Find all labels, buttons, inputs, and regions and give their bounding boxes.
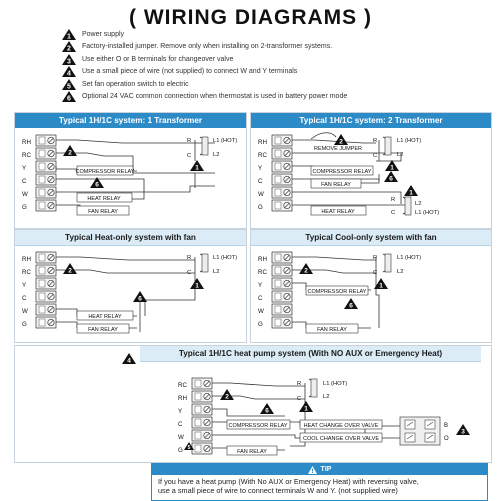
svg-text:COOL CHANGE OVER VALVE: COOL CHANGE OVER VALVE [302, 436, 380, 442]
svg-text:R: R [187, 138, 192, 144]
badge-6-icon [384, 171, 398, 183]
terminal-label: RH [22, 139, 31, 146]
panel-title: Typical Heat-only system with fan [15, 230, 246, 246]
terminal-slot [39, 150, 45, 157]
svg-text:L1 (HOT): L1 (HOT) [213, 255, 238, 261]
note-power-supply [62, 28, 492, 41]
terminal-slot [39, 267, 45, 274]
terminal-slot [39, 137, 45, 144]
note-jumper [62, 41, 492, 54]
tip-header [152, 464, 487, 475]
svg-text:C: C [373, 270, 378, 276]
svg-text:6: 6 [67, 95, 71, 103]
svg-text:2: 2 [67, 45, 71, 53]
terminal-label: RC [258, 269, 267, 276]
badge-1-icon [190, 278, 204, 290]
terminal-label: RH [178, 395, 187, 402]
svg-text:1: 1 [195, 282, 199, 290]
svg-text:6: 6 [138, 295, 142, 303]
terminal-slot [195, 380, 201, 387]
tip-box [151, 463, 488, 501]
svg-text:1: 1 [304, 405, 308, 413]
svg-text:3: 3 [461, 428, 465, 436]
terminal-slot [195, 419, 201, 426]
note-text: Optional 24 VAC common connection when thermostat is used in battery power mode [82, 93, 348, 101]
svg-text:2: 2 [339, 138, 343, 146]
svg-text:L1 (HOT): L1 (HOT) [415, 210, 440, 216]
terminal-slot [195, 432, 201, 439]
terminal-slot [275, 293, 281, 300]
svg-text:COMPRESSOR RELAY: COMPRESSOR RELAY [228, 423, 288, 429]
panel-1h1c-2-transformer [250, 112, 492, 229]
svg-text:2: 2 [304, 267, 308, 275]
svg-text:3: 3 [67, 58, 71, 66]
terminal-label: Y [178, 408, 183, 415]
svg-text:L2: L2 [397, 269, 404, 275]
svg-text:2: 2 [68, 149, 72, 157]
wiring-diagram-p3 [15, 230, 246, 342]
svg-text:5: 5 [67, 83, 71, 91]
terminal-slot [275, 306, 281, 313]
terminal-label: Y [258, 165, 263, 172]
panel-heat-only-fan [14, 229, 247, 343]
svg-text:L1 (HOT): L1 (HOT) [213, 138, 238, 144]
terminal-slot [39, 163, 45, 170]
svg-text:C: C [373, 153, 378, 159]
svg-text:L2: L2 [213, 269, 220, 275]
page-title: ( WIRING DIAGRAMS ) [129, 6, 372, 29]
terminal-label: G [22, 204, 27, 211]
terminal-label: C [178, 421, 183, 428]
terminal-slot [275, 137, 281, 144]
terminal-slot [275, 176, 281, 183]
panel-title: Typical 1H/1C system: 1 Transformer [15, 113, 246, 128]
wiring-diagram-p5 [15, 346, 491, 462]
legend-notes [62, 28, 492, 103]
svg-text:HEAT RELAY: HEAT RELAY [88, 314, 122, 320]
note-changeover [62, 53, 492, 66]
svg-text:1: 1 [195, 164, 199, 172]
panel-heat-pump [14, 345, 492, 463]
svg-text:COMPRESSOR RELAY: COMPRESSOR RELAY [312, 169, 372, 175]
tip-line-2: use a small piece of wire to connect terminals W and Y. (not supplied wire) [158, 486, 398, 495]
svg-text:L2: L2 [397, 152, 404, 158]
note-text: Use a small piece of wire (not supplied) to connect W and Y terminals [82, 68, 298, 76]
svg-text:6: 6 [95, 181, 99, 189]
terminal-label: W [258, 308, 264, 315]
terminal-slot [39, 293, 45, 300]
svg-text:1: 1 [409, 189, 413, 197]
terminal-label: Y [258, 282, 263, 289]
terminal-slot [39, 254, 45, 261]
svg-text:O: O [444, 436, 449, 442]
terminal-slot [39, 306, 45, 313]
tip-heading: TIP [320, 466, 332, 473]
svg-text:L1 (HOT): L1 (HOT) [397, 138, 422, 144]
svg-text:HEAT CHANGE OVER VALVE: HEAT CHANGE OVER VALVE [303, 423, 379, 429]
terminal-label: RC [22, 152, 31, 159]
terminal-slot [275, 319, 281, 326]
panel-title: Typical 1H/1C heat pump system (With NO AUX or Emergency Heat) [140, 346, 481, 362]
terminal-slot [39, 176, 45, 183]
warning-icon [308, 466, 317, 474]
svg-text:C: C [391, 210, 396, 216]
terminal-label: W [258, 191, 264, 198]
svg-text:1: 1 [67, 33, 71, 41]
terminal-slot [275, 163, 281, 170]
svg-text:2: 2 [225, 393, 229, 401]
svg-text:COMPRESSOR RELAY: COMPRESSOR RELAY [75, 169, 135, 175]
svg-text:6: 6 [349, 302, 353, 310]
terminal-label: G [258, 204, 263, 211]
wiring-diagram-p1 [15, 113, 246, 228]
terminal-slot [39, 189, 45, 196]
terminal-slot [195, 445, 201, 452]
terminal-label: RC [22, 269, 31, 276]
badge-2-icon [220, 389, 234, 401]
svg-text:HEAT RELAY: HEAT RELAY [321, 209, 355, 215]
panel-title: Typical 1H/1C system: 2 Transformer [251, 113, 491, 128]
svg-text:R: R [373, 138, 378, 144]
terminal-label: W [22, 191, 28, 198]
svg-text:FAN RELAY: FAN RELAY [88, 327, 118, 333]
note-text: Set fan operation switch to electric [82, 80, 189, 88]
svg-text:C: C [187, 153, 192, 159]
wiring-diagram-p4 [251, 230, 491, 342]
terminal-label: RC [178, 382, 187, 389]
badge-6-icon [133, 291, 147, 303]
terminal-slot [275, 254, 281, 261]
badge-2-icon [334, 134, 348, 146]
svg-text:REMOVE JUMPER: REMOVE JUMPER [314, 146, 362, 152]
svg-text:L2: L2 [415, 201, 422, 207]
svg-text:R: R [297, 381, 302, 387]
terminal-slot [39, 280, 45, 287]
terminal-slot [275, 189, 281, 196]
note-24vac [62, 91, 492, 104]
note-text: Power supply [82, 30, 125, 38]
terminal-label: C [258, 295, 263, 302]
terminal-slot [39, 319, 45, 326]
terminal-slot [275, 150, 281, 157]
svg-text:L1 (HOT): L1 (HOT) [397, 255, 422, 261]
note-fan-switch [62, 78, 492, 91]
svg-text:2: 2 [68, 267, 72, 275]
terminal-label: W [178, 434, 184, 441]
terminal-label: C [22, 178, 27, 185]
terminal-label: G [178, 447, 183, 454]
terminal-slot [275, 280, 281, 287]
terminal-slot [275, 202, 281, 209]
terminal-label: RC [258, 152, 267, 159]
terminal-slot [275, 267, 281, 274]
terminal-label: RH [22, 256, 31, 263]
svg-text:1: 1 [390, 164, 394, 172]
svg-text:L2: L2 [323, 394, 330, 400]
svg-text:5: 5 [187, 445, 191, 451]
svg-text:FAN RELAY: FAN RELAY [321, 182, 351, 188]
note-text: Factory-installed jumper. Remove only when installing on 2-transformer systems. [82, 43, 333, 51]
badge-2-icon [63, 263, 77, 275]
tip-text [152, 475, 487, 497]
badge-6-icon [344, 298, 358, 310]
terminal-slot [195, 406, 201, 413]
terminal-label: RH [258, 139, 267, 146]
svg-text:COMPRESSOR RELAY: COMPRESSOR RELAY [307, 289, 367, 295]
svg-text:FAN RELAY: FAN RELAY [317, 327, 347, 333]
svg-text:6: 6 [389, 175, 393, 183]
panel-title: Typical Cool-only system with fan [251, 230, 491, 246]
svg-text:FAN RELAY: FAN RELAY [237, 449, 267, 455]
badge-1-icon [404, 185, 418, 197]
svg-text:R: R [373, 255, 378, 261]
badge-6-icon [260, 403, 274, 415]
note-wire-wy [62, 66, 492, 79]
tip-line-1: If you have a heat pump (With No AUX or Emergency Heat) with reversing valve, [158, 477, 419, 486]
svg-text:HEAT RELAY: HEAT RELAY [87, 196, 121, 202]
terminal-label: Y [22, 282, 27, 289]
terminal-label: C [22, 295, 27, 302]
note-text: Use either O or B terminals for changeover valve [82, 55, 234, 63]
svg-text:C: C [297, 396, 302, 402]
svg-text:B: B [444, 423, 449, 429]
svg-text:C: C [187, 270, 192, 276]
badge-1-icon [385, 160, 399, 172]
svg-text:6: 6 [265, 407, 269, 415]
svg-text:R: R [391, 197, 396, 203]
badge-3-icon [456, 424, 470, 436]
svg-text:1: 1 [379, 282, 383, 290]
terminal-slot [39, 202, 45, 209]
svg-text:4: 4 [127, 357, 131, 365]
panel-cool-only-fan [250, 229, 492, 343]
badge-2-icon [299, 263, 313, 275]
terminal-label: G [258, 321, 263, 328]
wiring-diagram-p2 [251, 113, 491, 228]
badge-1-icon [299, 401, 313, 413]
svg-text:FAN RELAY: FAN RELAY [88, 209, 118, 215]
badge-2-icon [63, 145, 77, 157]
terminal-label: W [22, 308, 28, 315]
terminal-slot [195, 393, 201, 400]
badge-1-icon [190, 160, 204, 172]
svg-text:L2: L2 [213, 152, 220, 158]
terminal-label: RH [258, 256, 267, 263]
terminal-label: G [22, 321, 27, 328]
svg-text:R: R [187, 255, 192, 261]
terminal-label: Y [22, 165, 27, 172]
svg-text:4: 4 [67, 70, 71, 78]
panel-1h1c-1-transformer [14, 112, 247, 229]
svg-text:L1 (HOT): L1 (HOT) [323, 381, 348, 387]
terminal-label: C [258, 178, 263, 185]
